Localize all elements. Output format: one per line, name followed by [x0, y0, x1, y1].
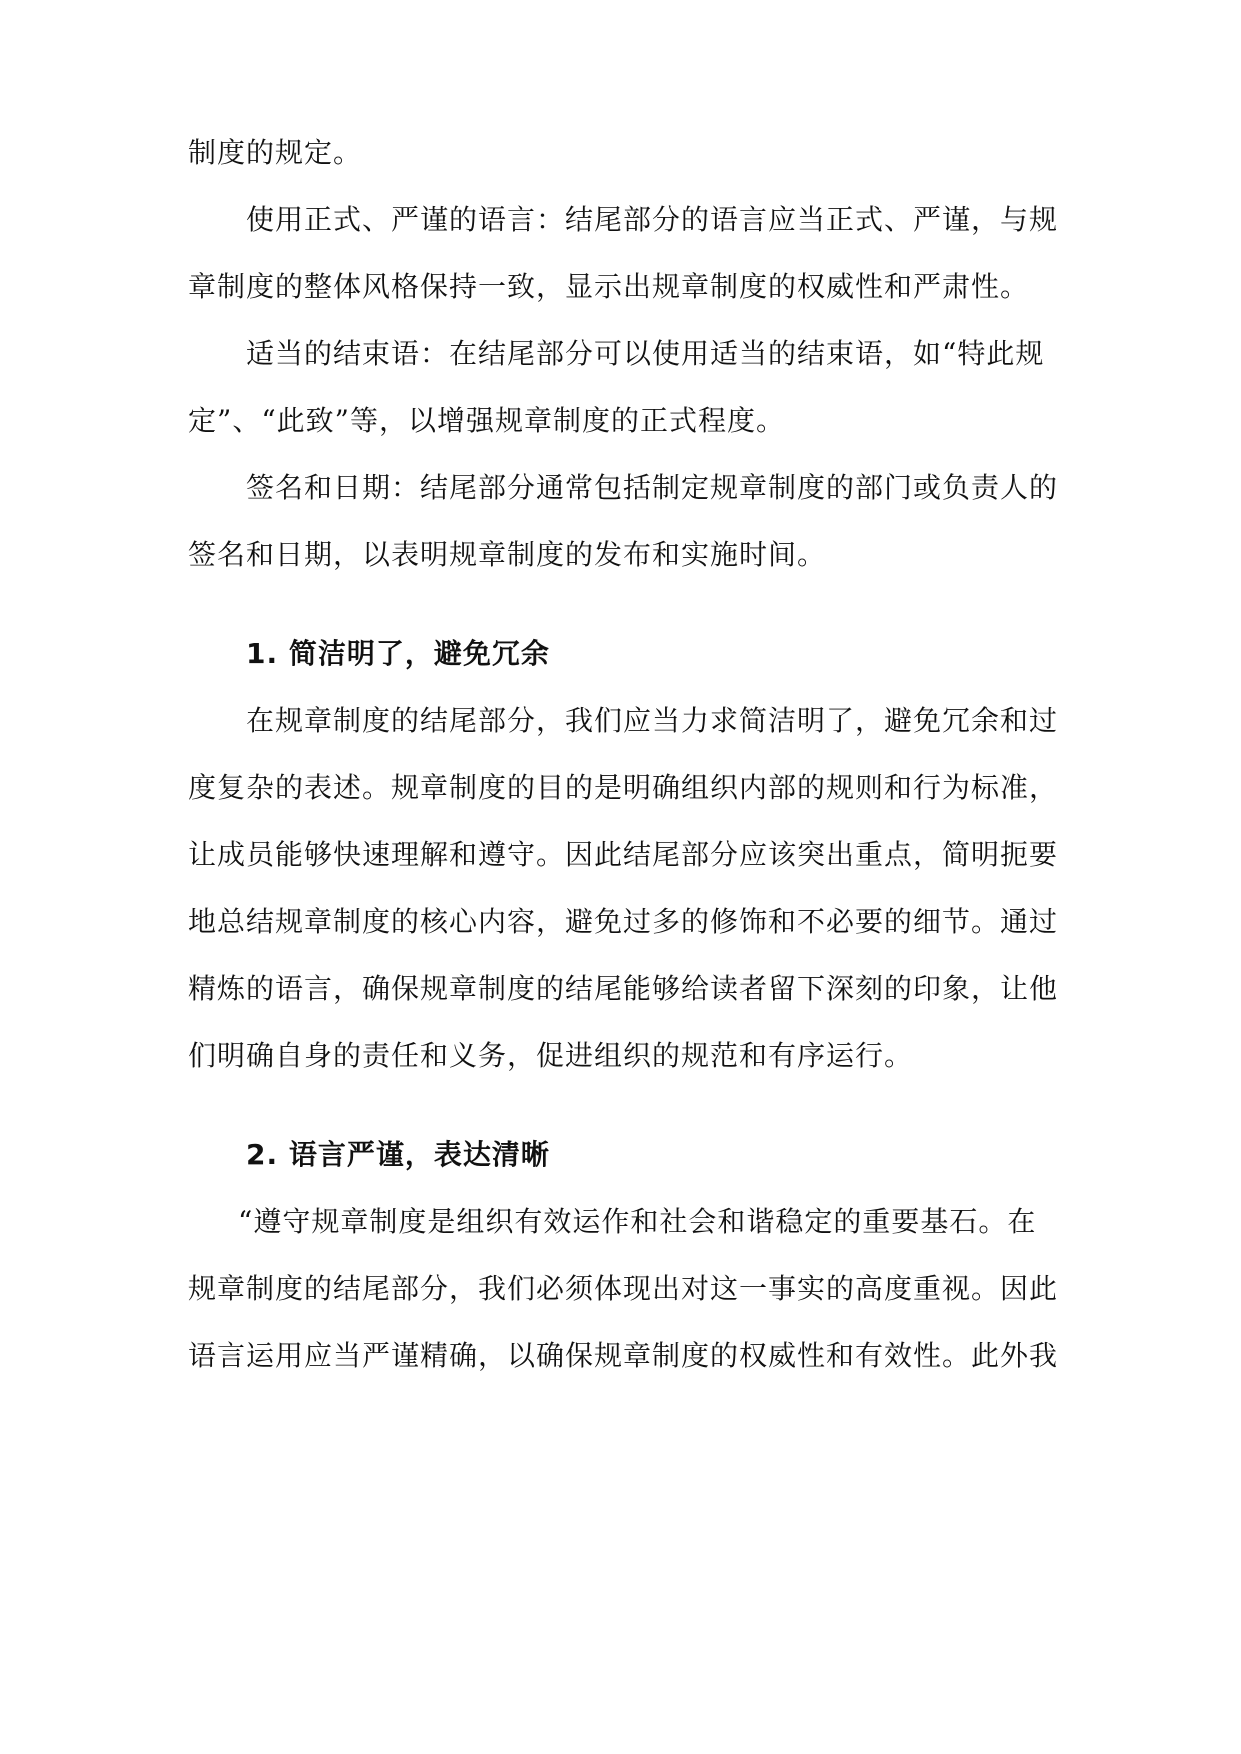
paragraph-line: 语言运用应当严谨精确，以确保规章制度的权威性和有效性。此外我 [188, 1339, 1059, 1372]
paragraph-line: 度复杂的表述。规章制度的目的是明确组织内部的规则和行为标准， [188, 771, 1059, 804]
paragraph-line: 签名和日期，以表明规章制度的发布和实施时间。 [188, 538, 827, 571]
paragraph-line: 地总结规章制度的核心内容，避免过多的修饰和不必要的细节。通过 [188, 905, 1059, 938]
paragraph-line: 精炼的语言，确保规章制度的结尾能够给读者留下深刻的印象，让他 [188, 972, 1059, 1005]
paragraph-line: 规章制度的结尾部分，我们必须体现出对这一事实的高度重视。因此 [188, 1272, 1059, 1305]
paragraph-line: 在规章制度的结尾部分，我们应当力求简洁明了，避免冗余和过 [246, 704, 1059, 737]
paragraph-line: 让成员能够快速理解和遵守。因此结尾部分应该突出重点，简明扼要 [188, 838, 1059, 871]
paragraph-line: 使用正式、严谨的语言：结尾部分的语言应当正式、严谨，与规 [246, 203, 1059, 236]
paragraph-line: 适当的结束语：在结尾部分可以使用适当的结束语，如“特此规 [246, 337, 1045, 370]
paragraph-line: 定”、“此致”等，以增强规章制度的正式程度。 [188, 404, 785, 437]
paragraph-line: 们明确自身的责任和义务，促进组织的规范和有序运行。 [188, 1039, 914, 1072]
paragraph-line: 章制度的整体风格保持一致，显示出规章制度的权威性和严肃性。 [188, 270, 1030, 303]
paragraph-line: “遵守规章制度是组织有效运作和社会和谐稳定的重要基石。在 [238, 1205, 1037, 1238]
paragraph-line: 制度的规定。 [188, 136, 363, 169]
section-heading: 1. 简洁明了，避免冗余 [246, 637, 550, 670]
paragraph-line: 签名和日期：结尾部分通常包括制定规章制度的部门或负责人的 [246, 471, 1059, 504]
section-heading: 2. 语言严谨，表达清晰 [246, 1138, 550, 1171]
